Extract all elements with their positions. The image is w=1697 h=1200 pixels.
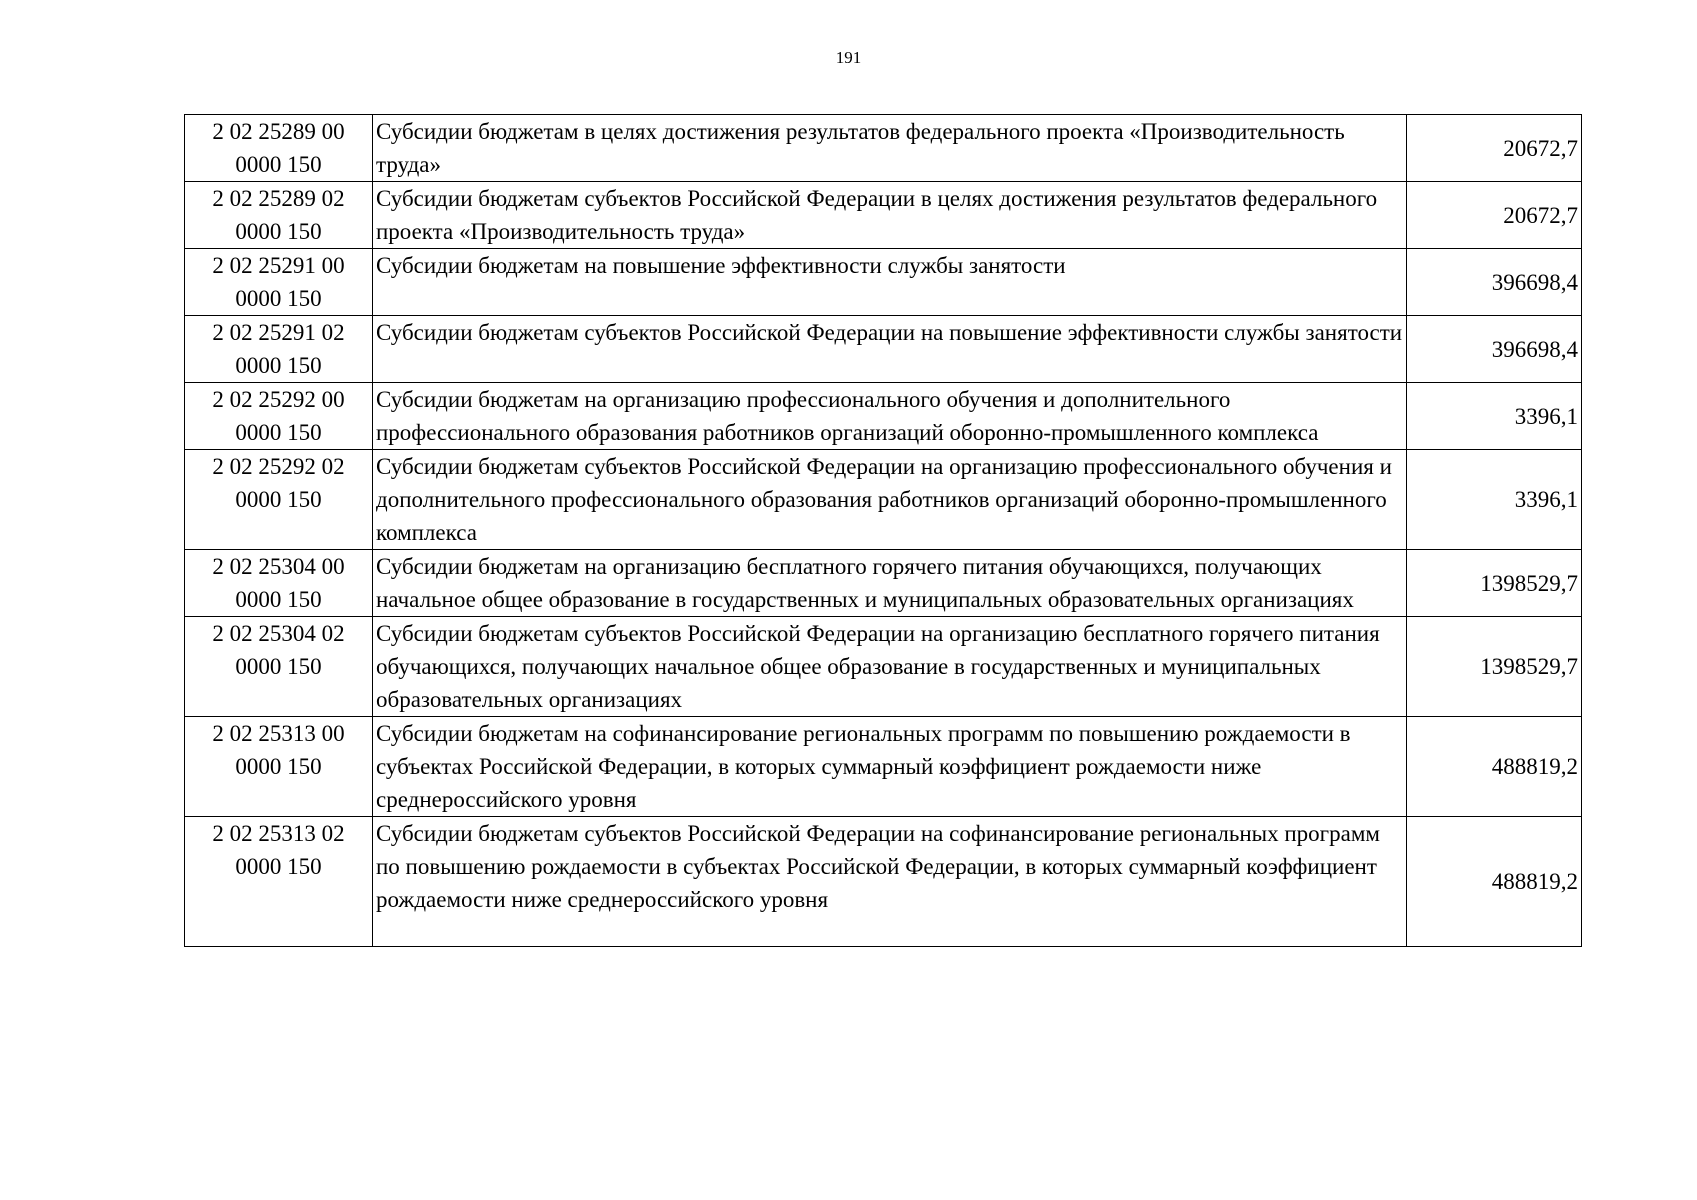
table-row <box>185 115 1582 182</box>
amount-cell: 396698,4 <box>1407 249 1582 316</box>
description-cell: Субсидии бюджетам субъектов Российской Федерации на организацию профессионального обучения и дополнительного профессионального образования работников организаций оборонно-промышленного комплекса <box>373 450 1407 550</box>
table-row <box>185 550 1582 617</box>
budget-code-cell: 2 02 25304 02 0000 150 <box>185 617 373 717</box>
budget-code-cell: 2 02 25304 00 0000 150 <box>185 550 373 617</box>
description-cell: Субсидии бюджетам на софинансирование региональных программ по повышению рождаемости в субъектах Российской Федерации, в которых суммарный коэффициент рождаемости ниже среднероссийского уровня <box>373 717 1407 817</box>
table-row <box>185 316 1582 383</box>
description-cell: Субсидии бюджетам субъектов Российской Федерации на повышение эффективности службы занятости <box>373 316 1407 383</box>
table-row <box>185 182 1582 249</box>
amount-cell: 20672,7 <box>1407 115 1582 182</box>
table-row <box>185 383 1582 450</box>
description-cell: Субсидии бюджетам на организацию профессионального обучения и дополнительного профессионального образования работников организаций оборонно-промышленного комплекса <box>373 383 1407 450</box>
budget-code-cell: 2 02 25292 02 0000 150 <box>185 450 373 550</box>
budget-code-cell: 2 02 25289 02 0000 150 <box>185 182 373 249</box>
budget-code-cell: 2 02 25291 00 0000 150 <box>185 249 373 316</box>
budget-code-cell: 2 02 25291 02 0000 150 <box>185 316 373 383</box>
budget-code-cell: 2 02 25313 02 0000 150 <box>185 817 373 947</box>
description-cell: Субсидии бюджетам субъектов Российской Федерации в целях достижения результатов федерального проекта «Производительность труда» <box>373 182 1407 249</box>
amount-cell: 396698,4 <box>1407 316 1582 383</box>
description-cell: Субсидии бюджетам в целях достижения результатов федерального проекта «Производительность труда» <box>373 115 1407 182</box>
amount-cell: 20672,7 <box>1407 182 1582 249</box>
table-row <box>185 249 1582 316</box>
amount-cell: 3396,1 <box>1407 450 1582 550</box>
description-cell: Субсидии бюджетам субъектов Российской Федерации на организацию бесплатного горячего питания обучающихся, получающих начальное общее образование в государственных и муниципальных образовательных организациях <box>373 617 1407 717</box>
table-row <box>185 717 1582 817</box>
description-cell: Субсидии бюджетам на повышение эффективности службы занятости <box>373 249 1407 316</box>
budget-code-cell: 2 02 25292 00 0000 150 <box>185 383 373 450</box>
amount-cell: 3396,1 <box>1407 383 1582 450</box>
amount-cell: 1398529,7 <box>1407 617 1582 717</box>
amount-cell: 488819,2 <box>1407 817 1582 947</box>
table-row <box>185 617 1582 717</box>
amount-cell: 488819,2 <box>1407 717 1582 817</box>
table-row <box>185 817 1582 947</box>
budget-code-cell: 2 02 25289 00 0000 150 <box>185 115 373 182</box>
amount-cell: 1398529,7 <box>1407 550 1582 617</box>
budget-table <box>184 114 1582 947</box>
description-cell: Субсидии бюджетам на организацию бесплатного горячего питания обучающихся, получающих начальное общее образование в государственных и муниципальных образовательных организациях <box>373 550 1407 617</box>
page-number: 191 <box>835 48 862 67</box>
budget-code-cell: 2 02 25313 00 0000 150 <box>185 717 373 817</box>
description-cell: Субсидии бюджетам субъектов Российской Федерации на софинансирование региональных программ по повышению рождаемости в субъектах Российской Федерации, в которых суммарный коэффициент рождаемости ниже среднероссийского уровня <box>373 817 1407 947</box>
table-row <box>185 450 1582 550</box>
